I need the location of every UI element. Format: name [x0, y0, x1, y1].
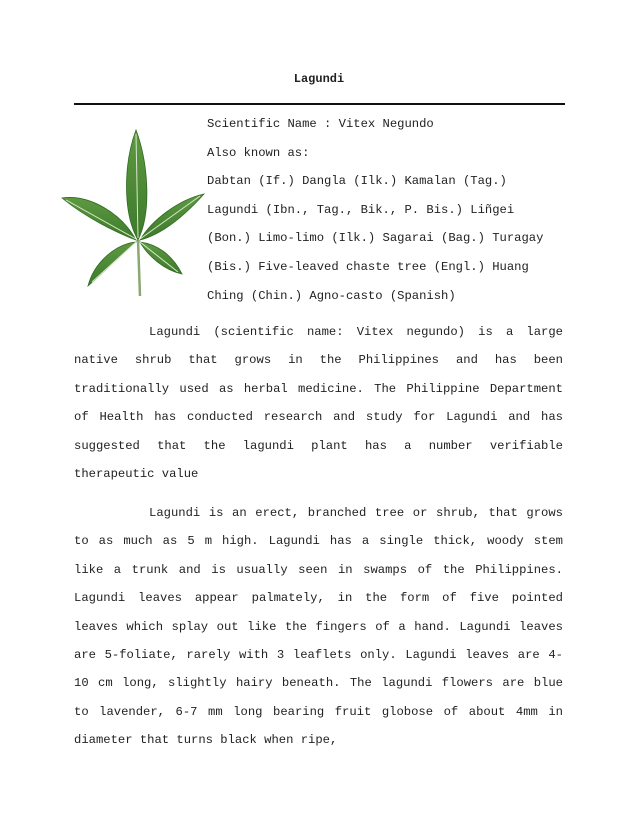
paragraph-description-text: Lagundi is an erect, branched tree or shrub, that grows to as much as 5 m high. Lagundi has a single thick, woody stem like a trunk and is usually seen in swamps of the Philippines. Lagundi leaves appear palmately, in the form of five pointed leaves which splay out like the fingers of a hand. Lagundi leaves are 5-foliate, rarely with 3 leaflets only. Lagundi leaves are 4-10 cm long, slightly hairy beneath. The lagundi flowers are blue to lavender, 6-7 mm long bearing fruit globose of about 4mm in diameter that turns black when ripe, [74, 506, 563, 748]
local-names-line: (Bon.) Limo-limo (Ilk.) Sagarai (Bag.) Turagay [207, 231, 544, 246]
document-title: Lagundi [293, 72, 345, 86]
paragraph-intro-text: Lagundi (scientific name: Vitex negundo) is a large native shrub that grows in the Philippines and has been traditionally used as herbal medicine. The Philippine Department of Health has conducted research and study for Lagundi and has suggested that the lagundi plant has a number verifiable therapeutic value [74, 325, 563, 482]
local-names-line: Ching (Chin.) Agno-casto (Spanish) [207, 288, 456, 303]
scientific-name-line: Scientific Name : Vitex Negundo [207, 117, 434, 131]
lagundi-leaf-image [60, 122, 206, 300]
also-known-as-line: Also known as: [207, 145, 310, 160]
local-names-line: Dabtan (If.) Dangla (Ilk.) Kamalan (Tag.) [207, 174, 507, 189]
paragraph-intro [74, 318, 563, 488]
local-names-line: (Bis.) Five-leaved chaste tree (Engl.) Huang [207, 259, 529, 274]
plant-info-block [207, 115, 543, 315]
paragraph-description [74, 499, 563, 755]
local-names-line: Lagundi (Ibn., Tag., Bik., P. Bis.) Liñgei [207, 202, 515, 217]
title-divider [74, 103, 565, 105]
